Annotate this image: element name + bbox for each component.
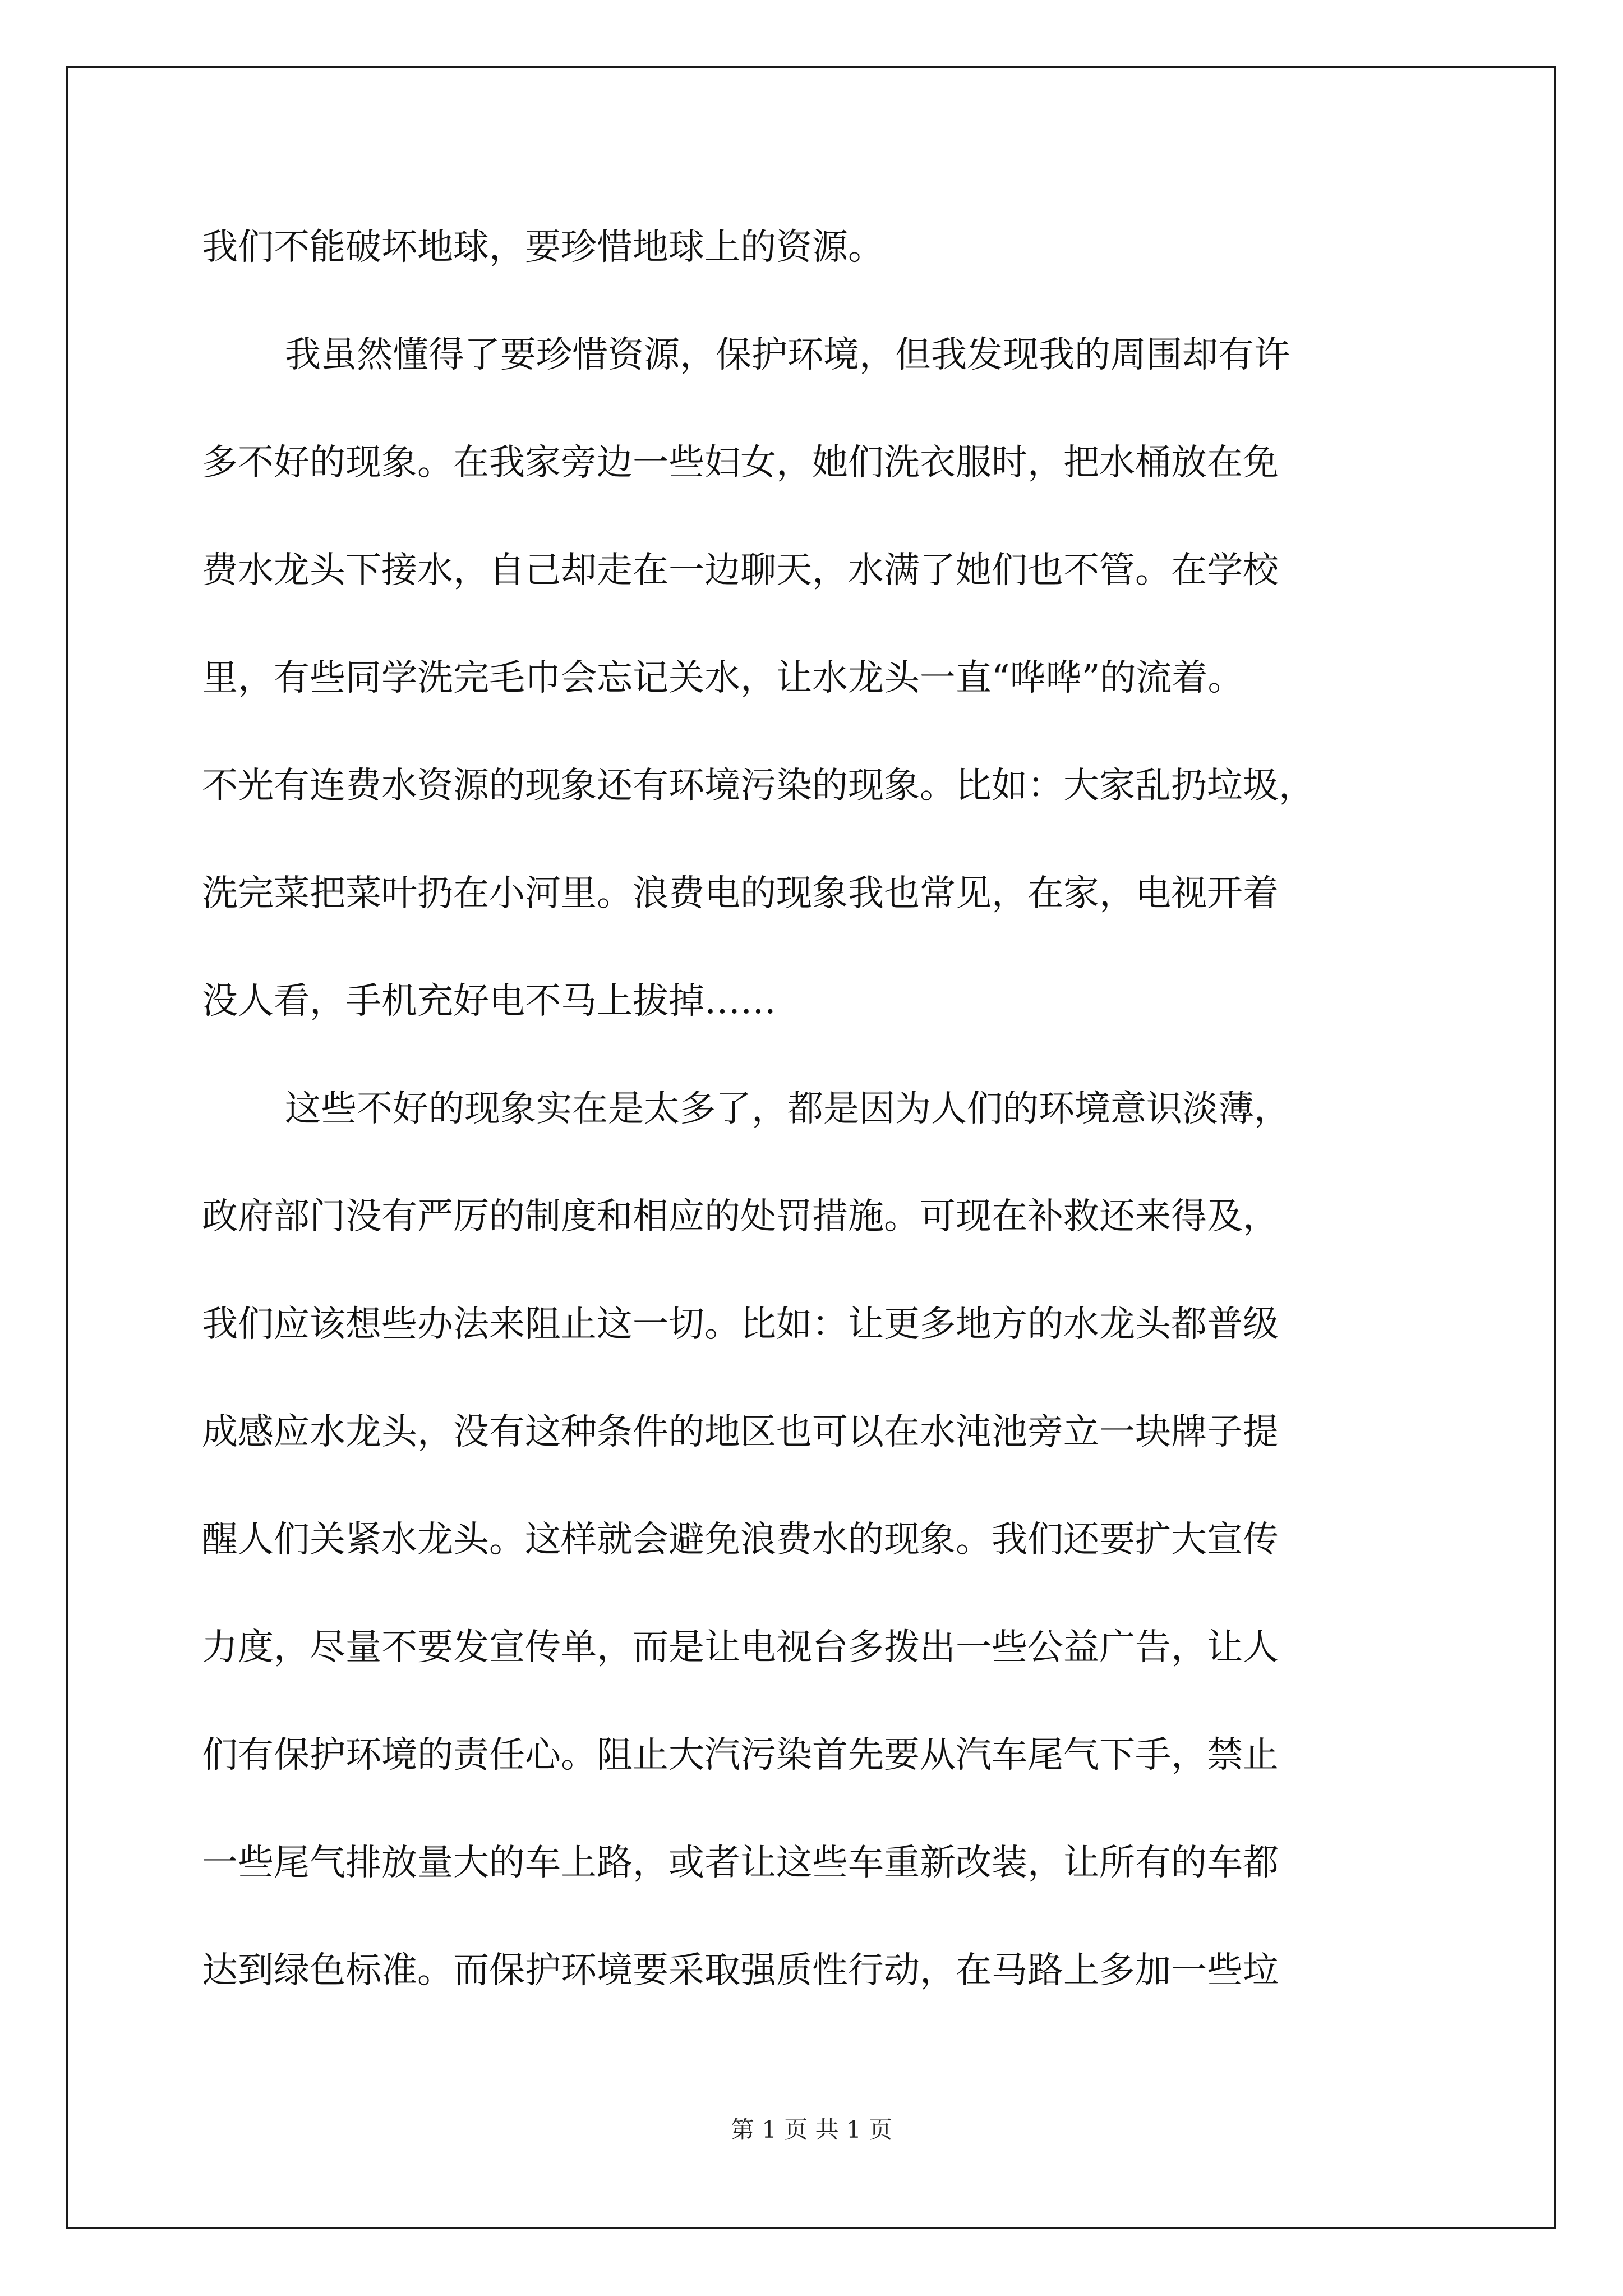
text-line: 成感应水龙头，没有这种条件的地区也可以在水沌池旁立一块牌子提 [202, 1411, 1279, 1453]
text-line: 这些不好的现象实在是太多了，都是因为人们的环境意识淡薄， [285, 1088, 1290, 1130]
text-line: 达到绿色标准。而保护环境要采取强质性行动，在马路上多加一些垃 [202, 1950, 1279, 1991]
text-line: 费水龙头下接水，自己却走在一边聊天，水满了她们也不管。在学校 [202, 550, 1279, 591]
text-line: 洗完菜把菜叶扔在小河里。浪费电的现象我也常见，在家，电视开着 [202, 873, 1279, 914]
text-line: 不光有连费水资源的现象还有环境污染的现象。比如：大家乱扔垃圾， [202, 765, 1315, 807]
text-line: 政府部门没有严厉的制度和相应的处罚措施。可现在补救还来得及， [202, 1196, 1279, 1237]
document-body [202, 194, 1430, 2024]
text-line: 们有保护环境的责任心。阻止大汽污染首先要从汽车尾气下手，禁止 [202, 1734, 1279, 1776]
text-line: 我们应该想些办法来阻止这一切。比如：让更多地方的水龙头都普级 [202, 1304, 1279, 1345]
text-line: 一些尾气排放量大的车上路，或者让这些车重新改装，让所有的车都 [202, 1842, 1279, 1884]
text-line: 我们不能破坏地球，要珍惜地球上的资源。 [202, 227, 884, 268]
text-line: 多不好的现象。在我家旁边一些妇女，她们洗衣服时，把水桶放在免 [202, 442, 1279, 484]
text-line: 力度，尽量不要发宣传单，而是让电视台多拨出一些公益广告，让人 [202, 1627, 1279, 1668]
text-line: 我虽然懂得了要珍惜资源，保护环境，但我发现我的周围却有许 [285, 334, 1290, 376]
text-line: 里，有些同学洗完毛巾会忘记关水，让水龙头一直“哗哗”的流着。 [202, 657, 1244, 699]
text-line: 没人看，手机充好电不马上拔掉…… [202, 981, 776, 1022]
text-line: 醒人们关紧水龙头。这样就会避免浪费水的现象。我们还要扩大宣传 [202, 1519, 1279, 1561]
page-number-footer: 第 1 页 共 1 页 [730, 2116, 893, 2143]
